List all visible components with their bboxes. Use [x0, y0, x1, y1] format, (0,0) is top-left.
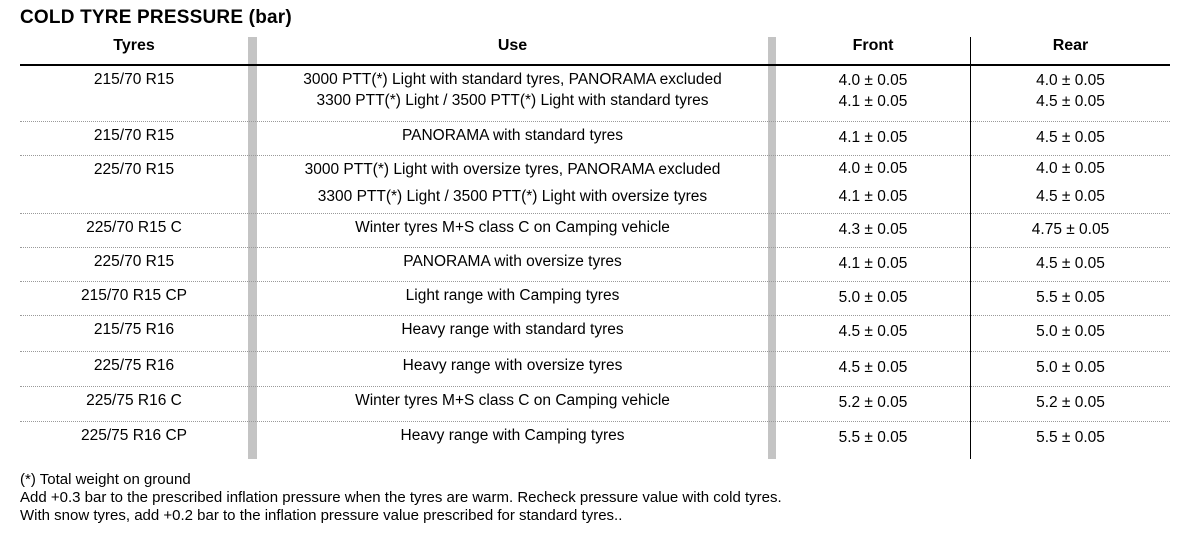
- use-cell-line: 3300 PTT(*) Light / 3500 PTT(*) Light with oversize tyres: [317, 188, 708, 205]
- use-cell-line: PANORAMA with oversize tyres: [403, 253, 622, 270]
- rear-pressure-cell-line: 5.0 ± 0.05: [1036, 323, 1105, 340]
- table-row: [20, 352, 1170, 387]
- front-pressure-cell-line: 4.3 ± 0.05: [838, 221, 908, 238]
- header-rear: Rear: [1052, 37, 1089, 54]
- use-cell-line: PANORAMA with standard tyres: [401, 127, 624, 144]
- table-row: [20, 387, 1170, 422]
- front-pressure-cell-line: 4.1 ± 0.05: [838, 93, 908, 110]
- rear-pressure-cell-line: 5.5 ± 0.05: [1036, 289, 1105, 306]
- tyres-cell-line: 215/70 R15: [93, 71, 175, 88]
- table-row: [20, 248, 1170, 282]
- front-pressure-cell-line: 4.1 ± 0.05: [838, 129, 908, 146]
- rear-pressure-cell-line: 4.5 ± 0.05: [1036, 188, 1105, 205]
- use-cell-line: 3000 PTT(*) Light with oversize tyres, PANORAMA excluded: [304, 161, 721, 178]
- tyres-cell-line: 225/75 R16: [93, 357, 175, 374]
- page-title: COLD TYRE PRESSURE (bar): [20, 7, 292, 28]
- use-cell-line: 3300 PTT(*) Light / 3500 PTT(*) Light with standard tyres: [316, 92, 709, 109]
- table-row: [20, 122, 1170, 156]
- header-tyres: Tyres: [113, 37, 155, 54]
- use-cell-line: Heavy range with Camping tyres: [400, 427, 625, 444]
- use-cell-line: Winter tyres M+S class C on Camping vehicle: [355, 392, 670, 409]
- use-cell-line: Light range with Camping tyres: [405, 287, 620, 304]
- front-pressure-cell-line: 5.2 ± 0.05: [838, 394, 908, 411]
- front-pressure-cell-line: 4.1 ± 0.05: [838, 188, 908, 205]
- table-row: [20, 156, 1170, 214]
- rear-pressure-cell-line: 4.75 ± 0.05: [1031, 221, 1110, 238]
- tyres-cell-line: 225/75 R16 CP: [81, 427, 187, 444]
- table-row: [20, 282, 1170, 316]
- tyres-cell-line: 215/70 R15: [93, 127, 175, 144]
- header-front: Front: [852, 37, 894, 54]
- rear-pressure-cell-line: 5.5 ± 0.05: [1036, 429, 1105, 446]
- use-cell-line: Heavy range with standard tyres: [401, 321, 624, 338]
- tyres-cell-line: 225/75 R16 C: [86, 392, 182, 409]
- tyres-cell-line: 215/75 R16: [93, 321, 175, 338]
- tyres-cell-line: 225/70 R15: [93, 161, 175, 178]
- use-cell-line: Winter tyres M+S class C on Camping vehicle: [355, 219, 670, 236]
- front-pressure-cell-line: 4.5 ± 0.05: [838, 323, 908, 340]
- footnote: (*) Total weight on ground: [20, 471, 191, 488]
- footnotes: [20, 471, 782, 525]
- front-pressure-cell-line: 4.0 ± 0.05: [838, 160, 908, 177]
- rear-pressure-cell-line: 5.0 ± 0.05: [1036, 359, 1105, 376]
- header-use: Use: [497, 37, 528, 54]
- rear-pressure-cell-line: 4.5 ± 0.05: [1036, 93, 1105, 110]
- use-cell-line: Heavy range with oversize tyres: [402, 357, 623, 374]
- rear-pressure-cell-line: 4.5 ± 0.05: [1036, 129, 1105, 146]
- front-pressure-cell-line: 4.5 ± 0.05: [838, 359, 908, 376]
- tyres-cell-line: 225/70 R15: [93, 253, 175, 270]
- rear-pressure-cell-line: 4.0 ± 0.05: [1036, 160, 1105, 177]
- table-row: [20, 66, 1170, 122]
- tyres-cell-line: 215/70 R15 CP: [81, 287, 187, 304]
- table-row: [20, 214, 1170, 248]
- use-cell-line: 3000 PTT(*) Light with standard tyres, PANORAMA excluded: [303, 71, 722, 88]
- rear-pressure-cell-line: 4.0 ± 0.05: [1036, 72, 1105, 89]
- rear-pressure-cell-line: 5.2 ± 0.05: [1036, 394, 1105, 411]
- tyre-pressure-table: [20, 37, 1170, 459]
- front-pressure-cell-line: 5.0 ± 0.05: [838, 289, 908, 306]
- table-row: [20, 316, 1170, 352]
- footnote: Add +0.3 bar to the prescribed inflation pressure when the tyres are warm. Recheck pressure value with cold tyres.: [20, 489, 782, 506]
- front-pressure-cell-line: 4.0 ± 0.05: [838, 72, 908, 89]
- footnote: With snow tyres, add +0.2 bar to the inflation pressure value prescribed for standard tyres..: [20, 507, 623, 524]
- rear-pressure-cell-line: 4.5 ± 0.05: [1036, 255, 1105, 272]
- front-pressure-cell-line: 5.5 ± 0.05: [838, 429, 908, 446]
- tyres-cell-line: 225/70 R15 C: [86, 219, 182, 236]
- table-row: [20, 422, 1170, 459]
- front-pressure-cell-line: 4.1 ± 0.05: [838, 255, 908, 272]
